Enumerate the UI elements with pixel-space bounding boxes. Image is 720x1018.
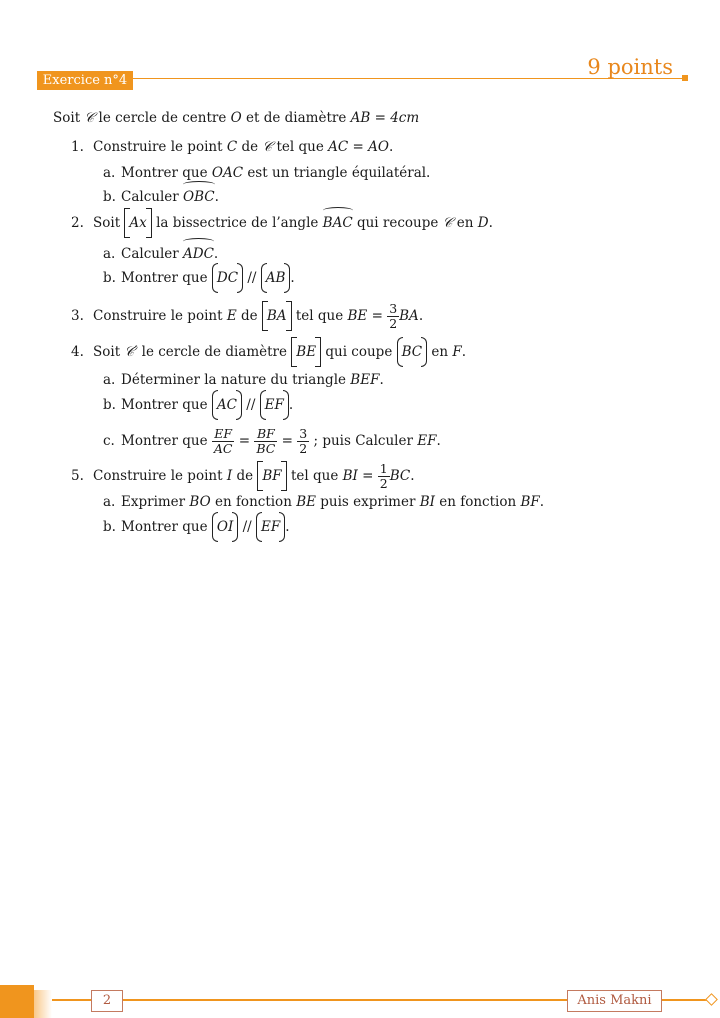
text: tel que: [286, 468, 343, 484]
segment-bracket: BE: [291, 343, 321, 361]
line-paren: EF: [256, 518, 285, 536]
text: Soit: [93, 344, 125, 360]
text: qui recoupe: [352, 215, 443, 231]
line-paren: EF: [260, 396, 289, 414]
question-4: [71, 340, 466, 364]
text: .: [290, 270, 295, 286]
text: de: [237, 139, 263, 155]
question-5b: [103, 515, 290, 539]
circle-symbol: 𝒞′: [124, 344, 138, 360]
text: .: [288, 397, 294, 413]
denominator: 2: [389, 316, 398, 331]
text: Exprimer: [121, 494, 190, 510]
text: Soit: [93, 215, 125, 231]
footer-corner: [0, 985, 34, 1018]
sub-label: a.: [103, 494, 116, 510]
text: Montrer que: [121, 165, 212, 181]
text: en: [452, 215, 478, 231]
text: Construire le point: [93, 139, 227, 155]
text: puis exprimer: [315, 494, 420, 510]
text: Montrer que: [121, 433, 212, 449]
sub-label: b.: [103, 189, 116, 205]
parallel-symbol: //: [247, 270, 257, 286]
text: .: [285, 519, 290, 535]
text: .: [539, 494, 545, 510]
angle-symbol: ADC: [183, 242, 214, 266]
fraction: [378, 462, 390, 491]
question-1: [71, 135, 393, 159]
text: .: [379, 372, 384, 388]
circle-symbol: 𝒞: [262, 139, 273, 155]
question-4b: [103, 393, 293, 417]
math: BF: [520, 494, 540, 510]
sub-label: b.: [103, 270, 116, 286]
math: OAC: [211, 165, 244, 181]
question-4c: [103, 426, 441, 456]
points-label: 9 points: [587, 55, 673, 79]
question-2a: [103, 242, 218, 266]
header-rule-end: [682, 75, 688, 81]
math: F: [452, 344, 462, 360]
math: BI =: [342, 468, 374, 484]
segment-bracket: BA: [262, 307, 292, 325]
parallel-symbol: //: [246, 397, 256, 413]
text: .: [461, 344, 467, 360]
text: Montrer que: [121, 519, 212, 535]
line-paren: BC: [397, 343, 428, 361]
text: est un triangle équilatéral.: [243, 165, 431, 181]
text: Montrer que: [121, 397, 212, 413]
intro-line: [53, 106, 419, 130]
fraction: [297, 427, 309, 456]
equals: =: [281, 433, 293, 449]
question-2: [71, 211, 493, 235]
math: AB = 4cm: [350, 110, 420, 126]
text: tel que: [291, 308, 348, 324]
fraction: [387, 302, 399, 331]
line-paren: DC: [212, 269, 243, 287]
question-number: 2.: [71, 215, 84, 231]
question-number: 5.: [71, 468, 84, 484]
math: E: [226, 308, 237, 324]
math: BEF: [350, 372, 380, 388]
math: C: [226, 139, 238, 155]
math: O: [230, 110, 242, 126]
numerator: 3: [389, 301, 398, 316]
denominator: AC: [213, 441, 233, 456]
text: tel que: [272, 139, 329, 155]
text: qui coupe: [321, 344, 397, 360]
text: Montrer que: [121, 270, 212, 286]
text: ; puis Calculer: [309, 433, 418, 449]
math: BE =: [347, 308, 383, 324]
text: et de diamètre: [241, 110, 351, 126]
math: EF: [417, 433, 437, 449]
segment-bracket: BF: [257, 467, 286, 485]
numerator: 3: [299, 426, 308, 441]
footer-corner-fade: [34, 990, 52, 1018]
question-4a: [103, 368, 384, 392]
text: de: [232, 468, 258, 484]
text: .: [214, 189, 219, 205]
question-number: 1.: [71, 139, 84, 155]
text: en: [427, 344, 453, 360]
sub-label: a.: [103, 165, 116, 181]
math: BO: [189, 494, 211, 510]
page-number: 2: [91, 990, 123, 1012]
text: .: [436, 433, 441, 449]
question-number: 3.: [71, 308, 84, 324]
text: .: [213, 246, 219, 262]
line-paren: OI: [212, 518, 238, 536]
question-5a: [103, 490, 544, 514]
text: .: [388, 139, 394, 155]
text: Déterminer la nature du triangle: [121, 372, 351, 388]
circle-symbol: 𝒞: [442, 215, 453, 231]
question-number: 4.: [71, 344, 84, 360]
question-2b: [103, 266, 295, 290]
equals: =: [238, 433, 251, 449]
text: Construire le point: [93, 308, 227, 324]
parallel-symbol: //: [242, 519, 252, 535]
text: .: [418, 308, 424, 324]
math: BE: [296, 494, 316, 510]
fraction: [212, 427, 235, 456]
footer-diamond-icon: [705, 993, 718, 1006]
text: de: [236, 308, 262, 324]
text: .: [410, 468, 415, 484]
angle-symbol: OBC: [183, 185, 215, 209]
sub-label: a.: [103, 372, 116, 388]
text: Soit: [53, 110, 85, 126]
numerator: 1: [379, 461, 388, 476]
sub-label: b.: [103, 519, 116, 535]
question-3: [71, 301, 424, 331]
line-paren: AB: [261, 269, 291, 287]
sub-label: b.: [103, 397, 116, 413]
math: D: [477, 215, 489, 231]
math: AC = AO: [328, 139, 389, 155]
math: BC: [389, 468, 411, 484]
math: BI: [419, 494, 435, 510]
text: Construire le point: [93, 468, 227, 484]
exercise-badge: Exercice n°4: [37, 71, 133, 90]
sub-label: c.: [103, 433, 115, 449]
text: le cercle de centre: [94, 110, 231, 126]
text: la bissectrice de l’angle: [151, 215, 323, 231]
text: Calculer: [121, 189, 184, 205]
math: I: [226, 468, 233, 484]
numerator: BF: [254, 427, 277, 442]
ray-bracket: Ax: [124, 214, 151, 232]
math: BA: [399, 308, 419, 324]
question-1a: [103, 161, 430, 185]
text: en fonction: [210, 494, 297, 510]
angle-symbol: BAC: [323, 211, 353, 235]
text: en fonction: [434, 494, 521, 510]
question-5: [71, 461, 415, 491]
fraction: [254, 427, 277, 456]
line-paren: AC: [212, 396, 242, 414]
sub-label: a.: [103, 246, 116, 262]
circle-symbol: 𝒞: [84, 110, 95, 126]
author-label: Anis Makni: [567, 990, 662, 1012]
denominator: 2: [379, 476, 388, 491]
denominator: 2: [299, 441, 308, 456]
denominator: BC: [256, 441, 276, 456]
question-1b: [103, 185, 219, 209]
numerator: EF: [212, 427, 235, 442]
text: le cercle de diamètre: [137, 344, 292, 360]
text: Calculer: [121, 246, 184, 262]
text: .: [488, 215, 493, 231]
